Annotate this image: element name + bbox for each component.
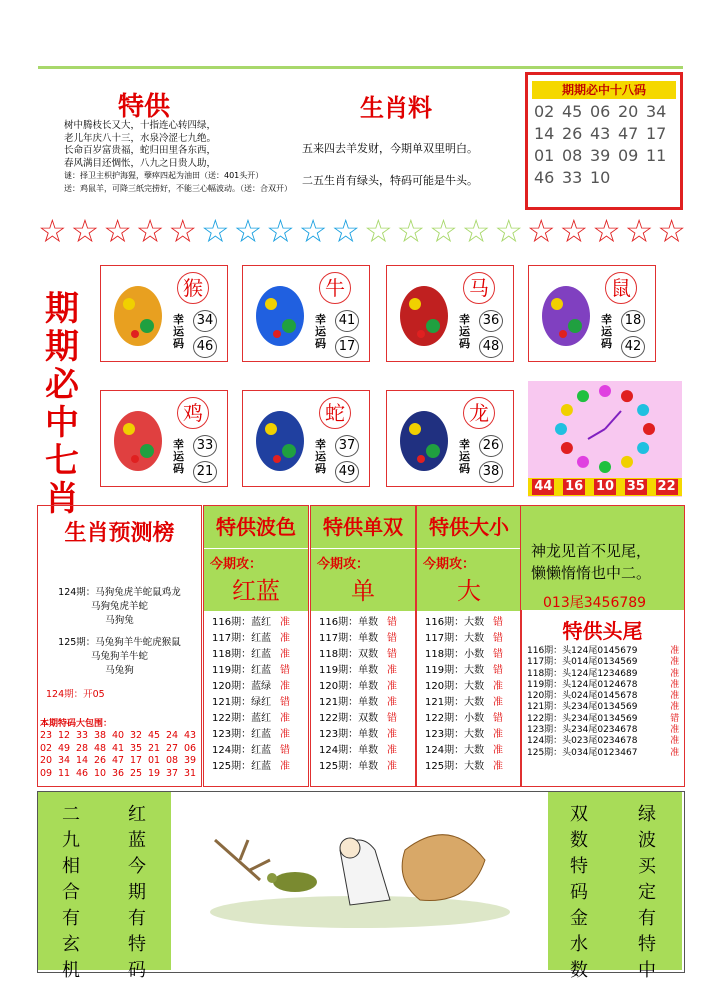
- special-number: 08: [166, 755, 179, 766]
- zodiac-name: 马: [463, 272, 495, 304]
- turtle-sage-illustration: [200, 820, 520, 930]
- lucky-number: 48: [479, 336, 503, 358]
- table-row: 120期：蓝绿 准: [212, 681, 290, 692]
- column-title: 特供单双: [311, 506, 415, 548]
- clock-number: 22: [657, 479, 676, 494]
- special-number: 27: [166, 742, 179, 754]
- special-number: 09: [40, 767, 53, 779]
- box18-title: 期期必中十八码: [532, 81, 676, 99]
- prediction-panel: 生肖预测榜 124期：马狗兔虎羊蛇鼠鸡龙 马狗兔虎羊蛇 马狗兔 125期：马兔狗羊牛蛇虎猴鼠 马兔狗羊牛蛇 马兔狗 124期：开05: [37, 505, 202, 787]
- star-icon: ☆: [657, 212, 686, 250]
- star-icon: ☆: [266, 212, 295, 250]
- special-number: 34: [58, 755, 71, 766]
- open-result: 124期：开05: [46, 689, 105, 700]
- bottom-left-verse: 二 九 相 合 有 玄 机 红 蓝 今 期 有 特 码: [38, 792, 171, 970]
- lucky-number: 34: [193, 310, 217, 332]
- table-row: 123期：单数 准: [319, 729, 397, 740]
- special-number: 49: [58, 742, 71, 754]
- table-row: 124期：头023尾0234678 准: [527, 736, 680, 747]
- lucky-label: 幸 运 码: [173, 313, 184, 350]
- tegong-title: 特供: [118, 92, 171, 122]
- table-row: 117期：红蓝 准: [212, 633, 290, 644]
- special-number: 26: [94, 755, 107, 766]
- table-row: 117期：头014尾0134569 准: [527, 657, 680, 668]
- table-row: 119期：大数 错: [425, 665, 503, 676]
- special-number: 10: [94, 767, 107, 779]
- special-number: 19: [148, 767, 161, 779]
- table-row: 119期：头124尾0124678 准: [527, 679, 680, 690]
- number-cell: 33: [562, 168, 583, 187]
- zodiac-card: [242, 390, 370, 487]
- zodiac-name: 蛇: [319, 397, 351, 429]
- number-cell: 43: [590, 124, 611, 143]
- special-number: 41: [112, 742, 125, 754]
- number-cell: 47: [618, 124, 639, 143]
- bottom-right-verse: 双 数 特 码 金 水 数 绿 波 买 定 有 特 中: [548, 792, 682, 970]
- star-icon: ☆: [70, 212, 100, 250]
- zodiac-papercut-icon: [395, 399, 453, 477]
- table-row: 123期：大数 准: [425, 729, 503, 740]
- attack-value: 大: [457, 577, 481, 605]
- clock-dot: [643, 423, 655, 435]
- table-row: 122期：双数 错: [319, 713, 397, 724]
- zodiac-papercut-icon: [109, 274, 167, 352]
- star-icon: ☆: [363, 212, 393, 250]
- star-icon: ☆: [168, 212, 198, 250]
- special-numbers: [40, 730, 202, 780]
- special-number: 37: [166, 767, 179, 779]
- clock-number: 16: [565, 479, 584, 494]
- star-icon: ☆: [103, 212, 132, 250]
- clock-dot: [599, 385, 611, 397]
- zodiac-card: [386, 265, 514, 362]
- number-cell: 17: [646, 124, 667, 143]
- number-cell: 45: [562, 102, 583, 121]
- shengxiao-title: 生肖料: [360, 94, 432, 122]
- special-number: 35: [130, 742, 143, 754]
- zodiac-papercut-icon: [251, 399, 309, 477]
- zodiac-name: 鸡: [177, 397, 209, 429]
- lucky-label: 幸 运 码: [173, 438, 184, 475]
- lucky-number: 21: [193, 461, 217, 483]
- special-number: 20: [40, 755, 53, 766]
- clock-dot: [577, 390, 589, 402]
- prediction-title: 生肖预测榜: [64, 521, 175, 546]
- tail-line: 013尾3456789: [543, 595, 647, 611]
- special-number: 25: [130, 767, 143, 779]
- table-row: 120期：单数 准: [319, 681, 397, 692]
- special-number: 02: [40, 742, 53, 754]
- number-cell: 02: [534, 102, 555, 121]
- prediction-column: 特供波色 今期攻： 红蓝 116期：蓝红 准 117期：红蓝 准 118期：红蓝 准 119期：红蓝 错 120期：蓝绿 准 121期：绿红 错 122期：蓝红 准 123期：红蓝 准 124期：红蓝 错 125期：红蓝 准: [203, 505, 309, 787]
- special-number: 47: [112, 755, 125, 766]
- table-row: 121期：头234尾0134569 准: [527, 702, 680, 713]
- table-row: 116期：大数 错: [425, 617, 503, 628]
- clock-dot: [637, 442, 649, 454]
- clock-dot: [621, 456, 633, 468]
- special-number: 32: [130, 730, 143, 741]
- zodiac-name: 鼠: [605, 272, 637, 304]
- star-icon: ☆: [592, 212, 621, 250]
- number-cell: 10: [590, 168, 611, 187]
- table-row: 124期：单数 准: [319, 745, 397, 756]
- star-icon: ☆: [396, 212, 426, 250]
- special-number: 01: [148, 755, 161, 766]
- zodiac-card: [100, 265, 228, 362]
- star-icon: ☆: [461, 212, 491, 250]
- zodiac-card: [528, 265, 656, 362]
- star-icon: ☆: [494, 212, 523, 250]
- top-divider: [38, 66, 683, 69]
- number-cell: 46: [534, 168, 555, 187]
- prediction-column: 特供大小 今期攻： 大 116期：大数 错 117期：大数 错 118期：小数 错 119期：大数 错 120期：大数 准 121期：大数 准 122期：小数 错 123期：大数 准 124期：大数 准 125期：大数 准: [416, 505, 522, 787]
- special-number: 24: [166, 730, 179, 741]
- clock-dot: [555, 423, 567, 435]
- attack-value: 红蓝: [232, 577, 280, 605]
- eighteen-number-box: [525, 72, 683, 210]
- shengxiao-line-1: 五来四去羊发财，今期单双里明白。: [302, 142, 478, 155]
- special-number: 36: [112, 767, 125, 779]
- table-row: 121期：单数 准: [319, 697, 397, 708]
- lucky-label: 幸 运 码: [315, 313, 326, 350]
- table-row: 118期：小数 错: [425, 649, 503, 660]
- table-row: 123期：红蓝 准: [212, 729, 290, 740]
- box18-numbers: [528, 101, 680, 189]
- special-number: 28: [76, 742, 89, 754]
- special-number: 17: [130, 755, 143, 766]
- special-number: 45: [148, 730, 161, 741]
- head-tail-panel: 神龙见首不见尾， 懒懒惰惰也中二。 013尾3456789 特供头尾 116期：头124尾0145679 准 117期：头014尾0134569 准 118期：头124尾1234689 准 119期：头124尾0124678 准 120期：头024尾0145678 准 121期：头234尾0134569 准 122期：头234尾0134569 错 123期：头234尾0234678 准 124期：头023尾0234678 准 125期：头034尾0123467 准: [520, 505, 685, 787]
- special-number: 38: [94, 730, 107, 741]
- zodiac-card: [242, 265, 370, 362]
- prediction-column: 特供单双 今期攻： 单 116期：单数 错 117期：单数 错 118期：双数 错 119期：单数 准 120期：单数 准 121期：单数 准 122期：双数 错 123期：单数 准 124期：单数 准 125期：单数 准: [310, 505, 416, 787]
- star-icon: ☆: [429, 212, 458, 250]
- star-icon: ☆: [331, 212, 361, 250]
- lucky-number: 18: [621, 310, 645, 332]
- table-row: 121期：大数 准: [425, 697, 503, 708]
- attack-value: 单: [351, 577, 375, 605]
- table-row: 125期：大数 准: [425, 761, 503, 772]
- table-row: 121期：绿红 错: [212, 697, 290, 708]
- number-cell: 39: [590, 146, 611, 165]
- special-number: 11: [58, 767, 71, 779]
- zodiac-papercut-icon: [537, 274, 595, 352]
- zodiac-card: [386, 390, 514, 487]
- lucky-number: 36: [479, 310, 503, 332]
- table-row: 120期：头024尾0145678 准: [527, 691, 680, 702]
- zodiac-name: 龙: [463, 397, 495, 429]
- special-number: 40: [112, 730, 125, 741]
- table-row: 123期：头234尾0234678 准: [527, 725, 680, 736]
- table-row: 119期：红蓝 错: [212, 665, 290, 676]
- clock-number-bar: [528, 478, 682, 496]
- star-row: [38, 214, 686, 248]
- lucky-label: 幸 运 码: [459, 313, 470, 350]
- special-number: 21: [148, 742, 161, 754]
- special-number: 46: [76, 767, 89, 779]
- table-row: 122期：头234尾0134569 错: [527, 713, 680, 724]
- zodiac-name: 牛: [319, 272, 351, 304]
- special-number: 48: [94, 742, 107, 754]
- number-cell: 09: [618, 146, 639, 165]
- lucky-number: 37: [335, 435, 359, 457]
- star-icon: ☆: [38, 212, 67, 250]
- zodiac-name: 猴: [177, 272, 209, 304]
- zodiac-papercut-icon: [251, 274, 309, 352]
- special-number: 06: [184, 742, 197, 754]
- lucky-label: 幸 运 码: [601, 313, 612, 350]
- lucky-number: 17: [335, 336, 359, 358]
- special-title: 本期特码大包围：: [40, 719, 113, 729]
- lucky-number: 33: [193, 435, 217, 457]
- clock-number: 44: [534, 479, 553, 494]
- vertical-title: 期 期 必 中 七 肖: [45, 289, 79, 519]
- special-number: 43: [184, 730, 197, 741]
- clock-dot: [621, 390, 633, 402]
- table-row: 120期：大数 准: [425, 681, 503, 692]
- table-row: 122期：蓝红 准: [212, 713, 290, 724]
- star-icon: ☆: [526, 212, 556, 250]
- lucky-label: 幸 运 码: [315, 438, 326, 475]
- zodiac-papercut-icon: [395, 274, 453, 352]
- table-row: 122期：小数 错: [425, 713, 503, 724]
- number-cell: 34: [646, 102, 667, 121]
- number-cell: 01: [534, 146, 555, 165]
- table-row: 116期：单数 错: [319, 617, 397, 628]
- special-number: 39: [184, 755, 197, 766]
- lucky-number: 46: [193, 336, 217, 358]
- poem: 树中腾枝长又大，十指连心转四绿， 老儿年庆八十三，水泉冷涩七九绝。 长命百岁富贵福，蛇归田里各东西， 春风满目还惆怅，八九之日贵人助， 谜：择卫主枳护海猩，孽瘁四起为油田（送：401头开） 送：鸡鼠羊，可降三纸完捞好，不能三心幅波动。（送：合双开）: [64, 120, 292, 193]
- number-cell: 14: [534, 124, 555, 143]
- lucky-number: 26: [479, 435, 503, 457]
- clock-dot: [561, 404, 573, 416]
- clock-number: 35: [626, 479, 645, 494]
- table-row: 124期：大数 准: [425, 745, 503, 756]
- table-row: 125期：单数 准: [319, 761, 397, 772]
- table-row: 117期：大数 错: [425, 633, 503, 644]
- star-icon: ☆: [298, 212, 328, 250]
- star-icon: ☆: [559, 212, 589, 250]
- table-row: 118期：双数 错: [319, 649, 397, 660]
- clock-number: 10: [595, 479, 615, 494]
- clock-dot: [599, 461, 611, 473]
- table-row: 118期：头124尾1234689 准: [527, 668, 680, 679]
- clock-dot: [637, 404, 649, 416]
- number-cell: 06: [590, 102, 611, 121]
- star-icon: ☆: [135, 212, 165, 250]
- special-number: 14: [76, 755, 89, 766]
- shengxiao-line-2: 二五生肖有绿头，特码可能是牛头。: [302, 174, 478, 187]
- table-row: 124期：红蓝 错: [212, 745, 290, 756]
- table-row: 116期：蓝红 准: [212, 617, 290, 628]
- special-number: 33: [76, 730, 89, 741]
- lucky-label: 幸 运 码: [459, 438, 470, 475]
- lucky-number: 38: [479, 461, 503, 483]
- table-row: 116期：头124尾0145679 准: [527, 646, 680, 656]
- number-cell: 26: [562, 124, 583, 143]
- zodiac-papercut-icon: [109, 399, 167, 477]
- table-row: 118期：红蓝 准: [212, 649, 290, 660]
- number-cell: 11: [646, 146, 667, 165]
- number-cell: 20: [618, 102, 639, 121]
- special-number: 12: [58, 730, 71, 741]
- star-icon: ☆: [200, 212, 230, 250]
- table-row: 125期：红蓝 准: [212, 761, 290, 772]
- column-title: 特供大小: [417, 506, 521, 548]
- lucky-number: 49: [335, 461, 359, 483]
- special-number: 31: [184, 767, 197, 779]
- clock-dot: [561, 442, 573, 454]
- table-row: 125期：头034尾0123467 准: [527, 747, 680, 758]
- table-row: 119期：单数 准: [319, 665, 397, 676]
- clock-dot: [577, 456, 589, 468]
- head-tail-title: 特供头尾: [562, 619, 643, 643]
- column-title: 特供波色: [204, 506, 308, 548]
- zodiac-card: [100, 390, 228, 487]
- table-row: 117期：单数 错: [319, 633, 397, 644]
- star-icon: ☆: [624, 212, 654, 250]
- number-cell: 08: [562, 146, 583, 165]
- special-number: 23: [40, 730, 53, 741]
- star-icon: ☆: [233, 212, 263, 250]
- lucky-number: 42: [621, 336, 645, 358]
- lucky-number: 41: [335, 310, 359, 332]
